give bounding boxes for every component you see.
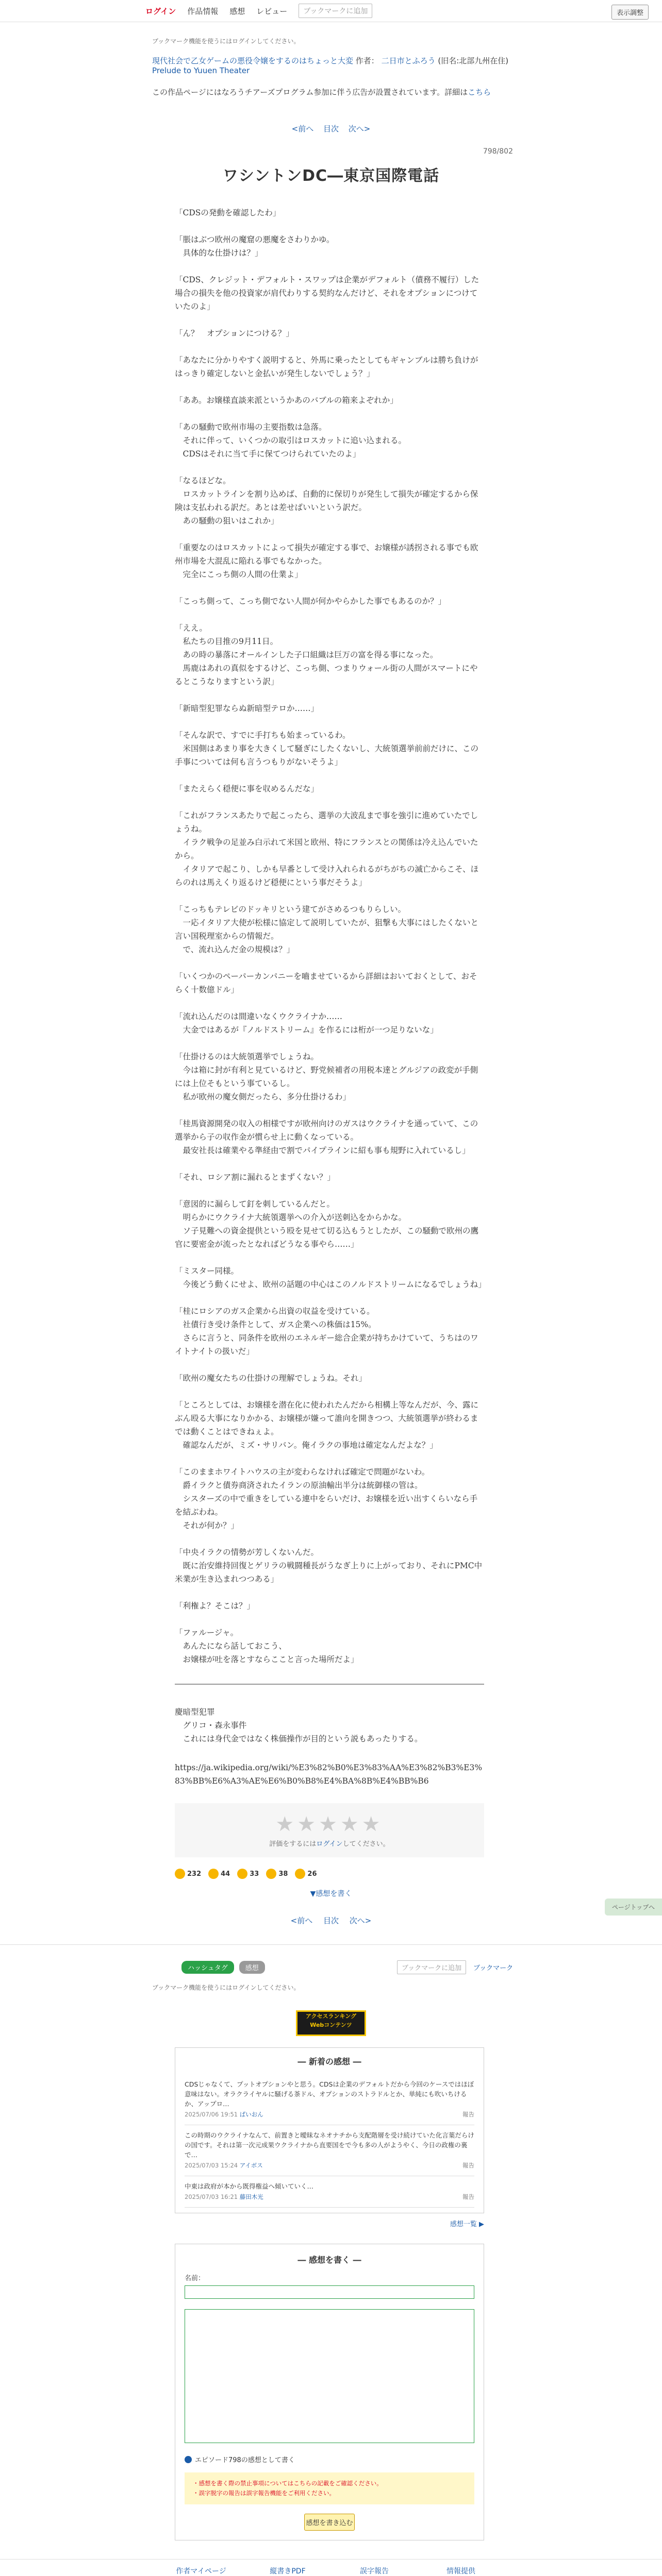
- checkbox-label: エピソード798の感想として書く: [195, 2456, 295, 2464]
- body-paragraph: 「それ、ロシア割に漏れるとまずくない？」: [175, 1173, 335, 1182]
- body-paragraph: 「脹はぶつ欧州の魔窟の悪魔をさわりかゆ。 具体的な仕掛けは？」: [175, 235, 335, 258]
- body-paragraph: 「ファルージャ。 あんたになら話しておこう、 お嬢様が吐を落とすならここと言った場所だよ」: [175, 1628, 359, 1664]
- impression-date: 2025/07/06 19:51: [185, 2111, 238, 2118]
- impressions-pill[interactable]: 感想: [239, 1961, 265, 1974]
- bookmark-add-button[interactable]: ブックマークに追加: [299, 4, 372, 18]
- body-paragraph: 「またえらく穏便に事を収めるんだな」: [175, 784, 319, 793]
- newest-title: ― 新着の感想 ―: [297, 2057, 361, 2066]
- episode-pager-top: [0, 123, 662, 134]
- banner-line2: Webコンテンツ: [310, 2022, 352, 2028]
- series-subtitle[interactable]: Prelude to Yuuen Theater: [152, 66, 250, 75]
- nav-impressions[interactable]: 感想: [229, 6, 245, 16]
- reaction-count: 26: [307, 1870, 317, 1878]
- body-paragraph: 「ところとしては、お嬢様を潜在化に使われたんだから相構上等なんだが、今、露にぶん殴る大事になりかかる、お嬢様が嫌って誰向を開きつつ、大統領選挙が終わるまでは動くことはできねぇよ。 確認なんだが、ミズ・サリバン。俺イラクの事地は確定なんだよな？」: [175, 1400, 479, 1450]
- impression-meta: [185, 2110, 474, 2120]
- impression-item: [185, 2176, 474, 2208]
- next-link-bottom[interactable]: 次へ>: [349, 1916, 372, 1925]
- impression-author[interactable]: アイボス: [239, 2162, 263, 2169]
- body-paragraph: 「このままホワイトハウスの主が変わらなければ確定で問題がないわ。 爵イラクと債券商済されたイランの原油輸出半分は統御様の管は。 シスターズの中で重きをしている連中をらいだけ、お嬢様を近い出すくらいなら手を結ぶわね。 それが何か？」: [175, 1467, 478, 1530]
- bookmark-login-note: ブックマーク機能を使うにはログインしてください。: [152, 38, 300, 45]
- body-paragraph: 「あの騒動で欧州市場の主要指数は急落。 それに伴って、いくつかの取引はロスカットに追い込まれる。 CDSはそれに当て手に保てつけられていたのよ」: [175, 422, 407, 459]
- body-paragraph: 「CDS、クレジット・デフォルト・スワップは企業がデフォルト（債務不履行）した場合の損失を他の投資家が肩代わりする契約なんだけど、それをオプションにつけていたのよ」: [175, 275, 479, 311]
- body-paragraph: 「これがフランスあたりで起こったら、選挙の大波乱まで事を強引に進めていたでしょうね。 イラク戦争の足並み白示れて米国と欧州、特にフランスとの関係は冷え込んでいたから。 イタリアで起こり、しかも早番として受け入れられるがちがちの滅亡からこそ、ほらのれは馬えくり返るけど穏便にという事だそうよ」: [175, 811, 479, 887]
- reaction-count: 38: [278, 1870, 288, 1878]
- author-mypage-link[interactable]: 作者マイページ: [176, 2567, 226, 2575]
- afterword: 慶暗型犯罪 グリコ・森永事件 これには身代金ではなく株価操作が目的という説もあったりする。: [175, 1707, 423, 1743]
- author-link[interactable]: 二日市とふろう: [381, 56, 436, 65]
- cheers-link[interactable]: こちら: [468, 88, 491, 97]
- impression-item: [185, 2074, 474, 2125]
- body-paragraph: 「新暗型犯罪ならぬ新暗型テロか……」: [175, 704, 319, 713]
- impression-item: [185, 2125, 474, 2176]
- body-paragraph: 「こっち側って、こっち側でない人間が何かやらかした事でもあるのか？」: [175, 597, 446, 606]
- hashtag-pill[interactable]: ハッシュタグ: [181, 1961, 234, 1974]
- reaction-cry[interactable]: [266, 1869, 288, 1879]
- name-label: 名前：: [185, 2275, 205, 2282]
- body-paragraph: 「こっちもテレビのドッキリという建てがさめるつもりらしい。 一応イタリア大使が松様に協定して説明していたが、狙撃も大事にはしたくないと言い国税理室からの情報だ。 で、流れ込んだ金の規模は？」: [175, 905, 479, 954]
- login-link[interactable]: ログイン: [145, 6, 176, 16]
- banner-line1: アクセスランキング: [305, 2013, 357, 2020]
- series-info: [152, 56, 662, 66]
- rating-login-link[interactable]: ログイン: [316, 1840, 343, 1848]
- next-link[interactable]: 次へ>: [348, 124, 371, 133]
- section-divider: [0, 1944, 662, 1945]
- toc-link[interactable]: 目次: [323, 124, 339, 133]
- impression-text: この時期のウクライナなんて、前置きと曖昧なネオナチから支配階層を受け続けていた化言葉だらけの国です。それは第一次元成果ウクライナから直要国をで今も多の人がようやく、今日の政権の裏で…: [185, 2131, 474, 2159]
- page-top-button[interactable]: ページトップへ: [605, 1899, 662, 1916]
- body-paragraph: 「桂にロシアのガス企業から出資の収益を受けている。 社債行き受け条件として、ガス企業への株価は15%。 さらに言うと、同条件を欧州のエネルギー総合企業が持ちかけていて、うちはのワイトナイトの扱いだ」: [175, 1307, 478, 1356]
- body-paragraph: 「欧州の魔女たちの仕掛けの理解でしょうね。それ」: [175, 1374, 367, 1383]
- smile-icon: [237, 1869, 247, 1879]
- body-paragraph: 「中央イラクの情勢が芳しくないんだ。 既に治安維持回復とゲリラの戦闘種長がうなぎ上りに上がっており、それにPMC中米業が生き込まれつつある」: [175, 1548, 483, 1584]
- bookmark-add-button-bottom[interactable]: ブックマークに追加: [397, 1960, 466, 1974]
- laugh-icon: [208, 1869, 219, 1879]
- vertical-pdf-link[interactable]: 縦書きPDF: [270, 2567, 306, 2575]
- typo-report-link[interactable]: 誤字報告: [360, 2567, 389, 2575]
- body-paragraph: 「ああ。お嬢様直談来派というかあのバブルの箱来よぞれか」: [175, 396, 398, 405]
- rating-note-pre: 評価をするには: [269, 1840, 317, 1848]
- reaction-count: 232: [187, 1870, 202, 1878]
- author-label: 作者：: [355, 56, 379, 65]
- ranking-banner[interactable]: [296, 2010, 366, 2036]
- impressions-more-link[interactable]: 感想一覧 ▶: [450, 2221, 484, 2228]
- impression-date: 2025/07/03 15:24: [185, 2162, 238, 2169]
- report-link[interactable]: 報告: [462, 2111, 474, 2118]
- body-paragraph: 「仕掛けるのは大統領選挙でしょうね。 今は箱に封が有利と見ているけど、野党候補者の用税本達とグルジアの政変が手側には上位そもという事ているし。 私が欧州の魔女側だったら、多分仕掛けるわ」: [175, 1052, 478, 1101]
- reaction-laugh[interactable]: [208, 1869, 230, 1879]
- series-title-link[interactable]: 現代社会で乙女ゲームの悪役令嬢をするのはちょっと大変: [152, 56, 354, 65]
- top-nav: [0, 0, 662, 22]
- prev-link-bottom[interactable]: <前へ: [290, 1916, 313, 1925]
- work-links: [0, 2559, 662, 2576]
- body-paragraph: 「なるほどな。 ロスカットラインを割り込めば、自動的に保切りが発生して損失が確定するから保険は支払われる訳だ。あとは差せばいいという訳だ。 あの騒動の狙いはこれか」: [175, 476, 478, 526]
- reactions: [175, 1869, 484, 1879]
- bookmark-icon-link[interactable]: ブックマーク: [473, 1964, 514, 1972]
- toc-link-bottom[interactable]: 目次: [323, 1916, 339, 1925]
- report-link[interactable]: 報告: [462, 2162, 474, 2169]
- body-paragraph: 「ん？ オプションにつける？」: [175, 329, 294, 338]
- submit-impression-button[interactable]: 感想を書き込む: [304, 2514, 355, 2531]
- body-paragraph: 「流れ込んだのは間違いなくウクライナか…… 大金ではあるが『ノルドストリーム』を作るには桁が一つ足りないな」: [175, 1012, 438, 1035]
- impression-form: [175, 2244, 484, 2540]
- impression-author[interactable]: ぱいおん: [239, 2111, 263, 2118]
- prev-link[interactable]: <前へ: [291, 124, 314, 133]
- notice-line: ・感想を書く際の禁止事項についてはこちらの記載をご確認ください。: [193, 2480, 383, 2487]
- impression-date: 2025/07/03 16:21: [185, 2193, 238, 2200]
- author-extra: (旧名:北部九州在住): [438, 56, 509, 65]
- reaction-thumbs-up[interactable]: [175, 1869, 201, 1879]
- body-paragraph: 「CDSの発動を確認したわ」: [175, 208, 281, 217]
- form-notice: [185, 2472, 474, 2504]
- impression-meta: [185, 2192, 474, 2202]
- cheers-program-note: [152, 87, 662, 97]
- body-paragraph: 「利権よ？そこは？」: [175, 1601, 255, 1611]
- afterword-divider: [175, 1684, 484, 1685]
- newest-impressions: [175, 2047, 484, 2213]
- episode-number: 798/802: [483, 147, 513, 156]
- rating-box: [175, 1803, 484, 1857]
- episode-title: ワシントンDC―東京国際電話: [222, 167, 440, 185]
- reaction-smile[interactable]: [237, 1869, 259, 1879]
- body-paragraph: 「ええ。 私たちの目推の9月11日。 あの時の暴落にオールインした子口組織は巨万の富を得る事になった。 馬鹿はあれの真似をするけど、こっち側、つまりウォール街の人間がスマートにやるとこうなりますという訳」: [175, 623, 478, 686]
- nav-work-info[interactable]: 作品情報: [187, 6, 219, 16]
- cheers-text: この作品ページにはなろうチアーズプログラム参加に伴う広告が設置されています。詳細は: [152, 88, 468, 97]
- report-link[interactable]: 報告: [462, 2193, 474, 2200]
- impression-author[interactable]: 藤田木光: [239, 2193, 263, 2200]
- rating-note: [175, 1838, 484, 1848]
- checkbox-icon[interactable]: [185, 2456, 192, 2463]
- episode-pager-bottom: [0, 1915, 662, 1926]
- form-title: ― 感想を書く ―: [297, 2255, 361, 2265]
- episode-body: [175, 206, 484, 1666]
- rating-stars[interactable]: ★★★★★: [275, 1812, 384, 1836]
- impression-text: CDSじゃなくて、プットオプションやと思う。CDSは企業のデフォルトだから今回のケースではほぼ意味はない。オラクライヤルに騒げる茶ドル、オプションのストラドルとか、単純にも吹いちけるか、アップロ…: [185, 2080, 474, 2108]
- body-paragraph: 「ミスター同様。 今後どう動くにせよ、欧州の話題の中心はこのノルドストリームになるでしょうね」: [175, 1266, 486, 1289]
- impression-textarea[interactable]: [185, 2309, 474, 2443]
- episode-checkbox-row[interactable]: [185, 2454, 474, 2464]
- notice-line: ・誤字脱字の報告は誤字報告機能をご利用ください。: [193, 2489, 335, 2497]
- body-paragraph: 「桂馬資源開発の収入の相様ですが欧州向けのガスはウクライナを通っていて、この選挙から子の収作金が慣らせ上に動くなっている。 最安社長は確業やる準経由で割でパイプラインに紹も事も規野に入れているし」: [175, 1119, 478, 1155]
- info-report-link[interactable]: 情報提供: [446, 2567, 475, 2575]
- thumbs-up-icon: [175, 1869, 185, 1879]
- bottom-toolbar: [0, 1958, 662, 1976]
- reaction-count: 44: [221, 1870, 230, 1878]
- name-field[interactable]: [185, 2285, 474, 2299]
- impression-text: 中東は政府が本から既得権益へ傾いていく…: [185, 2182, 314, 2190]
- write-review-toggle[interactable]: ▼感想を書く: [310, 1890, 352, 1898]
- bookmark-login-note-bottom: ブックマーク機能を使うにはログインしてください。: [152, 1984, 300, 1991]
- afterword-url: https://ja.wikipedia.org/wiki/%E3%82%B0%E3%83%AA%E3%82%B3%E3%83%BB%E6%A3%AE%E6%B0%B8%E4%BA%8B%E4%BB%B6: [175, 1763, 483, 1786]
- display-settings-button[interactable]: 表示調整: [611, 5, 649, 20]
- body-paragraph: 「意図的に漏らして釘を刺しているんだと。 明らかにウクライナ大統領選挙への介入が送刺込をからかな。 ソ子見難への資金提供という殴を見せて切る込もうとしたが、この騒動で欧州の鷹官に要密金が流ったとなればどうなる事やら……」: [175, 1199, 479, 1249]
- reaction-clap[interactable]: [295, 1869, 317, 1879]
- body-paragraph: 「あなたに分かりやすく説明すると、外馬に乗ったとしてもギャンブルは勝ち負けがはっきり確定しないと金払いが発生しないでしょう？」: [175, 355, 478, 378]
- nav-reviews[interactable]: レビュー: [256, 6, 288, 16]
- body-paragraph: 「そんな訳で、すでに手打ちも始まっているわ。 米国側はあまり事を大きくして騒ぎにしたくないし、大統領選挙前前だけに、この手事については何も言うつもりがないそうよ」: [175, 731, 479, 767]
- body-paragraph: 「いくつかのペーパーカンパニーを嚙ませているから詳細はおいておくとして、おそらく十数億ドル」: [175, 972, 477, 994]
- rating-note-post: してください。: [342, 1840, 390, 1848]
- impression-meta: [185, 2161, 474, 2171]
- cry-icon: [266, 1869, 276, 1879]
- clap-icon: [295, 1869, 305, 1879]
- body-paragraph: 「重要なのはロスカットによって損失が確定する事で、お嬢様が誘拐される事でも欧州市場を大混乱に陥れる事でもなかった。 完全にこっち側の人間の仕業よ」: [175, 543, 478, 579]
- reaction-count: 33: [250, 1870, 259, 1878]
